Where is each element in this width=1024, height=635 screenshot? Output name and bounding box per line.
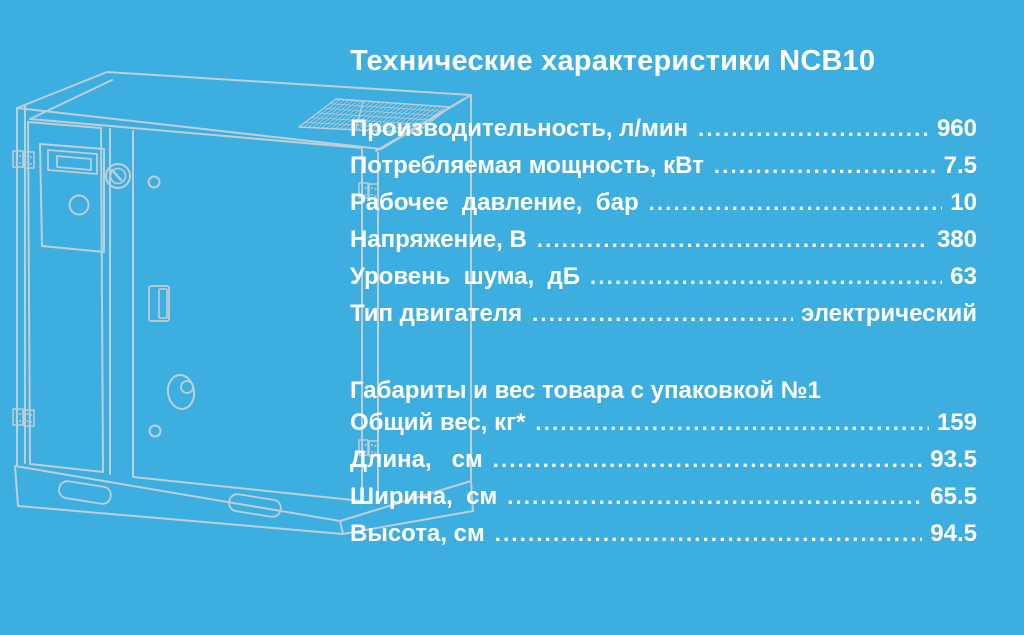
base-frame — [15, 466, 343, 534]
dotted-leader — [535, 409, 929, 437]
dotted-leader — [537, 226, 929, 254]
spec-label: Ширина, см — [350, 483, 498, 510]
spec-value: 380 — [936, 226, 977, 253]
spec-label: Напряжение, В — [350, 226, 527, 253]
spec-row — [350, 520, 977, 557]
dotted-leader — [507, 483, 922, 511]
spec-value: 7.5 — [943, 152, 977, 179]
spec-label: Рабочее давление, бар — [350, 189, 639, 216]
spec-list — [350, 115, 977, 337]
spec-label: Высота, см — [350, 520, 485, 547]
spec-label: Общий вес, кг* — [350, 409, 526, 436]
dotted-leader — [698, 115, 929, 143]
spec-label: Уровень шума, дБ — [350, 263, 581, 290]
spec-value: 10 — [950, 189, 977, 216]
spec-row — [350, 263, 977, 300]
spec-sheet — [350, 44, 977, 557]
spec-row — [350, 483, 977, 520]
forklift-slot — [228, 493, 282, 518]
spec-value: 159 — [936, 409, 977, 436]
spec-label: Потребляемая мощность, кВт — [350, 152, 704, 179]
spec-label: Длина, см — [350, 446, 483, 473]
dotted-leader — [495, 520, 923, 548]
panel-button — [70, 196, 89, 215]
dotted-leader — [714, 152, 936, 180]
spec-row — [350, 115, 977, 152]
dimensions-heading: Габариты и вес товара с упаковкой №1 — [350, 376, 821, 404]
spec-row — [350, 409, 977, 446]
spec-value: 94.5 — [930, 520, 977, 547]
spec-value: 93.5 — [930, 446, 977, 473]
spec-row — [350, 152, 977, 189]
spec-row — [350, 446, 977, 483]
left-door — [28, 122, 103, 472]
dotted-leader — [493, 446, 923, 474]
spec-row — [350, 226, 977, 263]
spec-value: электрический — [801, 300, 977, 327]
spec-row — [350, 189, 977, 226]
spec-value: 63 — [950, 263, 977, 290]
dotted-leader — [649, 189, 943, 217]
dimensions-list — [350, 409, 977, 557]
spec-value: 65.5 — [930, 483, 977, 510]
spec-label: Производительность, л/мин — [350, 115, 689, 142]
spec-value: 960 — [936, 115, 977, 142]
dotted-leader — [590, 263, 942, 291]
spec-row — [350, 300, 977, 337]
dotted-leader — [532, 300, 793, 328]
forklift-slot — [58, 480, 112, 505]
hinge-screws — [16, 154, 377, 454]
page-title: Технические характеристики NCB10 — [350, 45, 876, 77]
spec-label: Тип двигателя — [350, 300, 523, 327]
